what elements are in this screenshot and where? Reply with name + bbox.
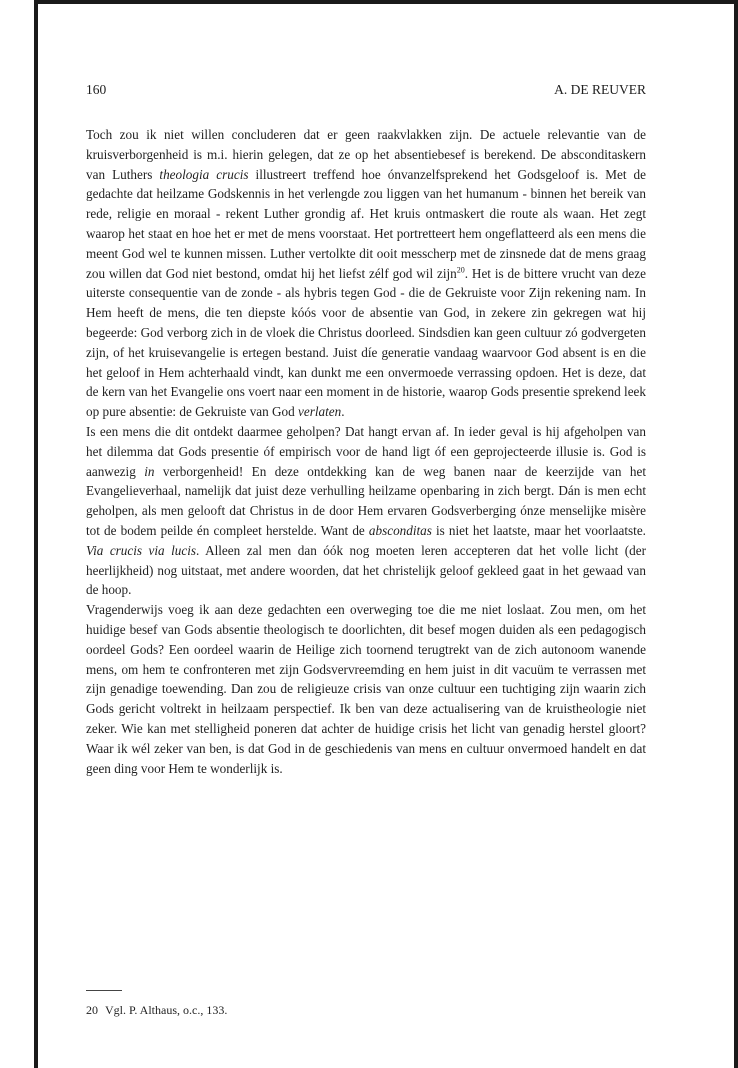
text-run: verborgenheid! En deze ontdekking kan de weg banen naar de keerzijde van het Evangelieverhaal, namelijk dat juist deze verhulling heilzame openbaring in zich bergt. Dán is men echt geholpen, als men gelooft dat Christus in de door Hem ervaren Godsverberging ónze menselijke misère tot de bodem peilde én compleet herstelde. Want de: [86, 463, 646, 538]
page-number: 160: [86, 82, 107, 97]
text-run: .: [341, 404, 345, 420]
italic-text: in: [144, 463, 155, 479]
running-head: [86, 82, 646, 98]
italic-text: absconditas: [368, 522, 432, 538]
text-run: Toch zou ik niet willen concluderen dat er geen raakvlakken zijn. De actuele relevantie van de kruisverborgenheid is m.i. hierin gelegen, dat ze op het absentiebesef is berekend. De absconditaskern van Luthers: [86, 127, 646, 182]
running-head-author: A. DE REUVER: [554, 82, 646, 97]
italic-text: Via crucis via lucis: [86, 542, 197, 558]
paragraph: [86, 422, 646, 600]
footnote-ref: 20: [456, 265, 465, 275]
italic-text: verlaten: [298, 404, 342, 420]
footnote-rule: [86, 990, 122, 991]
page-frame-left: [34, 0, 38, 1068]
body-text: [86, 125, 646, 778]
footnote-number: 20: [86, 1003, 98, 1017]
footnote-text: Vgl. P. Althaus, o.c., 133.: [105, 1003, 228, 1017]
text-run: . Alleen zal men dan óók nog moeten leren accepteren dat het volle licht (der heerlijkheid) nog uitstaat, met andere woorden, dat het christelijk geloof gekleed gaat in het gewaad van de hoop.: [86, 542, 646, 598]
footnote: [86, 1003, 646, 1018]
text-run: Vragenderwijs voeg ik aan deze gedachten een overweging toe die me niet loslaat. Zou men, om het huidige besef van Gods absentie theologisch te doorlichten, dit besef mogen duiden als een pedagogisch oordeel Gods? Een oordeel waarin de Heilige zich toornend terugtrekt van de zich autonoom wanende mens, om hem te confronteren met zijn Godsvervreemding en hem juist in dit vacuüm te verrassen met zijn genadige toewending. Dan zou de religieuze crisis van onze cultuur een tuchtiging zijn waarin zich Gods gericht voltrekt in heilzaam perspectief. Ik ben van deze actualisering van de kruistheologie niet zeker. Wie kan met stelligheid poneren dat achter de huidige crisis het licht van genadig herstel gloort? Waar ik wél zeker van ben, is dat God in de geschiedenis van mens en cultuur onvermoed handelt en dat geen ding voor Hem te wonderlijk is.: [86, 602, 646, 776]
paragraph: [86, 125, 646, 422]
text-run: is niet het laatste, maar het voorlaatste.: [431, 522, 646, 538]
page-frame-right: [734, 0, 738, 1068]
paragraph: [86, 600, 646, 778]
text-run: illustreert treffend hoe ónvanzelfsprekend het Godsgeloof is. Met de gedachte dat heilzame Godskennis in het verlengde zou liggen van het humanum - binnen het bereik van rede, religie en moraal - rekent Luther grondig af. Het kruis ontmaskert die route als waan. Het zegt waarop het staat en hoe het er met de mens voorstaat. Het portretteert hem ongeflatteerd als een mens die meent God wel te kunnen missen. Luther vertolkte dit ooit messcherp met de zinsnede dat de mens graag zou willen dat God niet bestond, omdat hij het liefst zélf god wil zijn: [86, 166, 647, 281]
italic-text: theologia crucis: [159, 166, 249, 182]
text-run: . Het is de bittere vrucht van deze uiterste consequentie van de zonde - als hybris tegen God - die de Gekruiste voor Zijn rekening nam. In Hem heeft de mens, die ten diepste kóós voor de absentie van God, in zekere zin gekregen wat hij begeerde: God verborg zich in de vloek die Christus doorleed. Sindsdien kan geen cultuur zó godvergeten zijn, of het kruisevangelie is ertegen bestand. Juist díe generatie vandaag waarvoor God absent is en die het geloof in Hem achterhaald vindt, kan dunkt me een onvermoede verrassing opdoen. Het is deze, dat de kern van het Evangelie ons voert naar een moment in de historie, waarop Gods presentie sprekend leek op pure absentie: de Gekruiste van God: [86, 265, 646, 420]
page-frame-top: [34, 0, 738, 4]
text-run: Is een mens die dit ontdekt daarmee geholpen? Dat hangt ervan af. In ieder geval is hij afgeholpen van het dilemma dat Gods presentie óf empirisch voor de hand ligt óf een geprojecteerde illusie is. God is aanwezig: [86, 423, 646, 479]
